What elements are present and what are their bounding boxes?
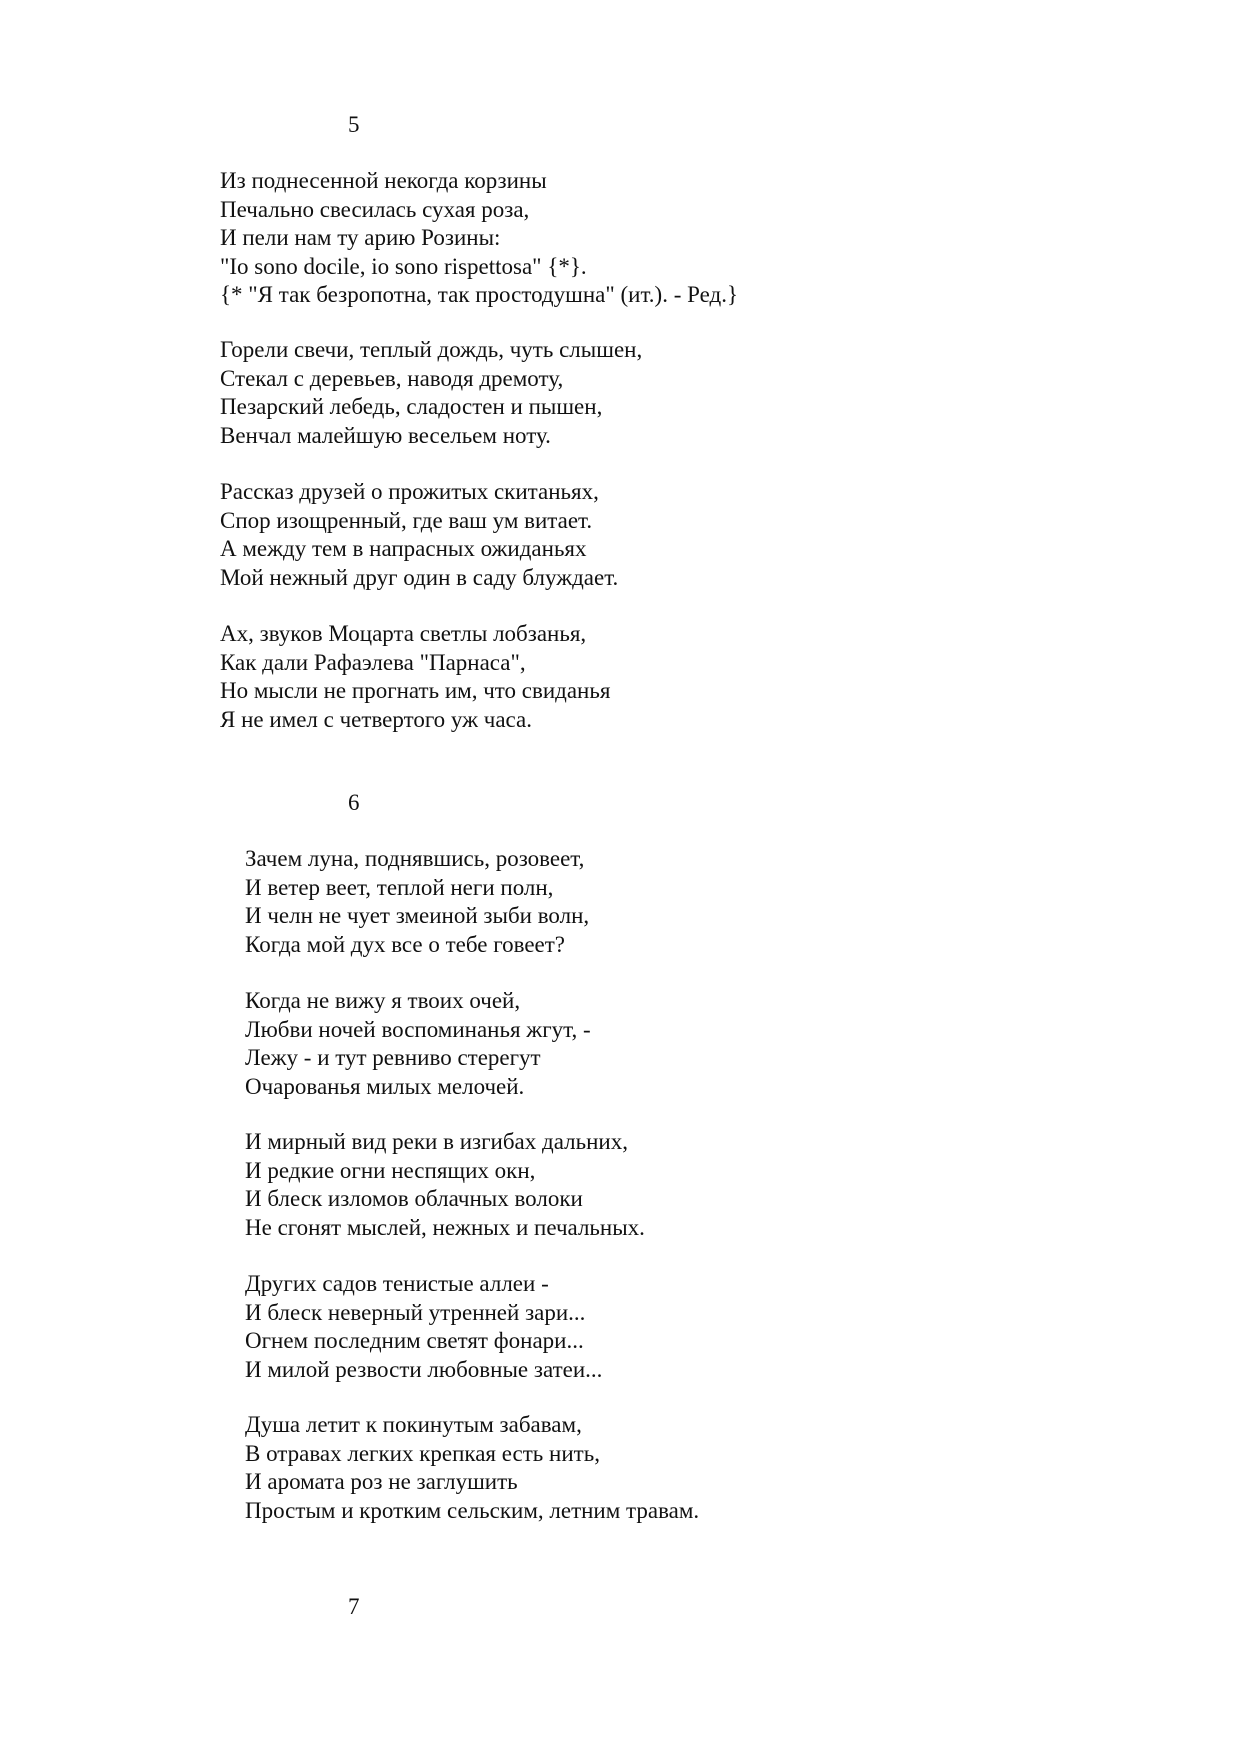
verse-line: И блеск неверный утренней зари... bbox=[245, 1299, 586, 1325]
stanza bbox=[220, 167, 738, 310]
verse-line: Других садов тенистые аллеи - bbox=[245, 1271, 549, 1296]
verse-line: Спор изощренный, где ваш ум витает. bbox=[220, 507, 593, 533]
stanza bbox=[245, 1411, 699, 1525]
stanza bbox=[220, 620, 610, 734]
footnote-line: {* "Я так безропотна, так простодушна" (ит.). - Ред.} bbox=[220, 282, 738, 307]
poem-number: 5 bbox=[348, 112, 360, 137]
verse-line: Простым и кротким сельским, летним травам. bbox=[245, 1497, 700, 1523]
verse-line: И аромата роз не заглушить bbox=[245, 1469, 518, 1494]
verse-line: Как дали Рафаэлева "Парнаса", bbox=[220, 649, 526, 675]
verse-line: А между тем в напрасных ожиданьях bbox=[220, 536, 587, 561]
stanza bbox=[245, 845, 589, 959]
verse-line: Стекал с деревьев, наводя дремоту, bbox=[220, 365, 564, 391]
verse-line: В отравах легких крепкая есть нить, bbox=[245, 1440, 600, 1466]
verse-line: И мирный вид реки в изгибах дальних, bbox=[245, 1129, 628, 1154]
verse-line: Рассказ друзей о прожитых скитаньях, bbox=[220, 479, 599, 504]
verse-line: Когда мой дух все о тебе говеет? bbox=[245, 931, 566, 957]
verse-line: И пели нам ту арию Розины: bbox=[220, 225, 501, 250]
verse-line: Но мысли не прогнать им, что свиданья bbox=[220, 678, 611, 703]
verse-line: Пезарский лебедь, сладостен и пышен, bbox=[220, 394, 603, 419]
verse-line: Венчал малейшую весельем ноту. bbox=[220, 422, 551, 448]
verse-line: Не сгонят мыслей, нежных и печальных. bbox=[245, 1214, 645, 1240]
verse-line: И милой резвости любовные затеи... bbox=[245, 1356, 603, 1382]
verse-line: Душа летит к покинутым забавам, bbox=[245, 1412, 582, 1437]
stanza bbox=[220, 478, 618, 592]
verse-line: Огнем последним светят фонари... bbox=[245, 1328, 584, 1353]
stanza bbox=[245, 987, 591, 1101]
poem-number: 7 bbox=[348, 1594, 360, 1619]
verse-line: Я не имел с четвертого уж часа. bbox=[220, 706, 532, 732]
verse-line: Мой нежный друг один в саду блуждает. bbox=[220, 564, 619, 590]
verse-line: Из поднесенной некогда корзины bbox=[220, 168, 547, 193]
verse-line: Печально свесилась сухая роза, bbox=[220, 196, 530, 222]
verse-line: Когда не вижу я твоих очей, bbox=[245, 988, 521, 1013]
verse-line: Ах, звуков Моцарта светлы лобзанья, bbox=[220, 621, 587, 646]
poem-number: 6 bbox=[348, 790, 360, 815]
stanza bbox=[245, 1128, 645, 1242]
verse-line: Любви ночей воспоминанья жгут, - bbox=[245, 1016, 591, 1042]
verse-line: И блеск изломов облачных волоки bbox=[245, 1186, 583, 1211]
verse-line: Горели свечи, теплый дождь, чуть слышен, bbox=[220, 337, 643, 362]
verse-line: И челн не чует змеиной зыби волн, bbox=[245, 903, 590, 928]
verse-line: Очарованья милых мелочей. bbox=[245, 1073, 525, 1099]
stanza bbox=[220, 336, 642, 450]
verse-line: "Io sono docile, io sono rispettosa" {*}. bbox=[220, 253, 587, 279]
verse-line: И редкие огни неспящих окн, bbox=[245, 1157, 536, 1183]
verse-line: И ветер веет, теплой неги полн, bbox=[245, 874, 554, 900]
stanza bbox=[245, 1270, 602, 1384]
verse-line: Зачем луна, поднявшись, розовеет, bbox=[245, 846, 585, 871]
verse-line: Лежу - и тут ревниво стерегут bbox=[245, 1045, 541, 1070]
